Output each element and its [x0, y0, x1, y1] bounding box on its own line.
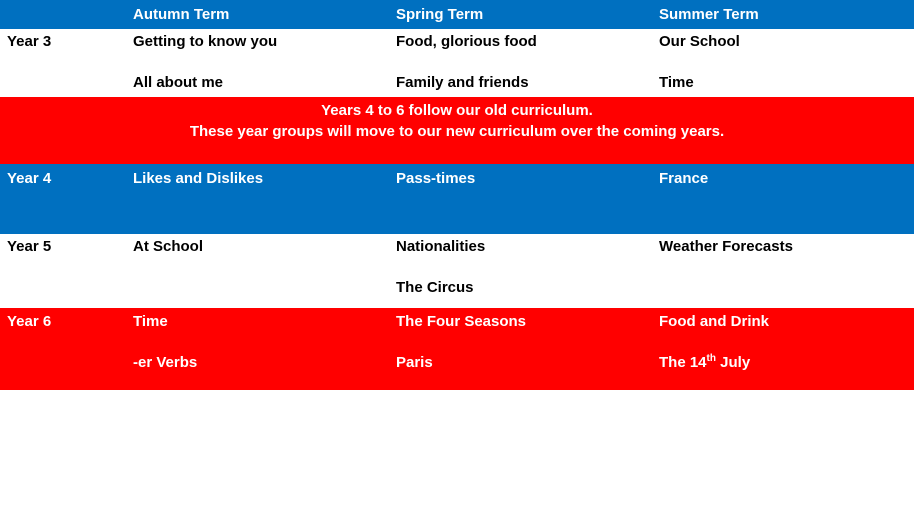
year4-summer-topic: France [659, 170, 709, 187]
year3-autumn [133, 33, 277, 92]
year5-spring-topic: The Circus [396, 279, 474, 296]
year6-spring-topic: Paris [396, 354, 433, 371]
year4-label: Year 4 [7, 170, 52, 187]
year6-autumn-topic: -er Verbs [133, 354, 198, 371]
year3-label: Year 3 [7, 33, 52, 50]
year3-spring-topic: Family and friends [396, 74, 529, 91]
header-row [0, 0, 914, 29]
curriculum-notice-banner [0, 97, 914, 164]
year3-summer-topic: Time [659, 74, 694, 91]
header-spring-term: Spring Term [396, 6, 484, 23]
header-autumn-term: Autumn Term [133, 6, 230, 23]
year6-autumn [133, 313, 197, 372]
year5-spring [396, 238, 485, 297]
banner-line-2: These year groups will move to our new curriculum over the coming years. [189, 123, 725, 140]
year3-row [0, 29, 914, 97]
year6-summer [659, 313, 769, 372]
year6-summer-topic: Food and Drink [659, 313, 769, 330]
year4-autumn-topic: Likes and Dislikes [133, 170, 264, 187]
year5-label: Year 5 [7, 238, 52, 255]
year6-label: Year 6 [7, 313, 52, 330]
year4-spring-topic: Pass-times [396, 170, 476, 187]
year3-spring-topic: Food, glorious food [396, 33, 537, 50]
year6-autumn-topic: Time [133, 313, 168, 330]
year5-summer-topic: Weather Forecasts [659, 238, 793, 255]
year3-summer-topic: Our School [659, 33, 740, 50]
year6-spring-topic: The Four Seasons [396, 313, 527, 330]
year3-summer [659, 33, 740, 92]
year5-row [0, 234, 914, 308]
date-day: The 14 [659, 354, 707, 371]
header-summer-term: Summer Term [659, 6, 759, 23]
year6-summer-topic-date [659, 354, 769, 372]
date-ordinal-suffix: th [706, 353, 716, 364]
banner-line-1: Years 4 to 6 follow our old curriculum. [321, 102, 593, 119]
year3-spring [396, 33, 537, 92]
year4-row [0, 164, 914, 234]
year6-spring [396, 313, 526, 372]
year5-autumn-topic: At School [133, 238, 203, 255]
year6-row [0, 308, 914, 390]
year3-autumn-topic: Getting to know you [133, 33, 278, 50]
year3-autumn-topic: All about me [133, 74, 224, 91]
year5-spring-topic: Nationalities [396, 238, 486, 255]
date-month: July [715, 354, 751, 371]
